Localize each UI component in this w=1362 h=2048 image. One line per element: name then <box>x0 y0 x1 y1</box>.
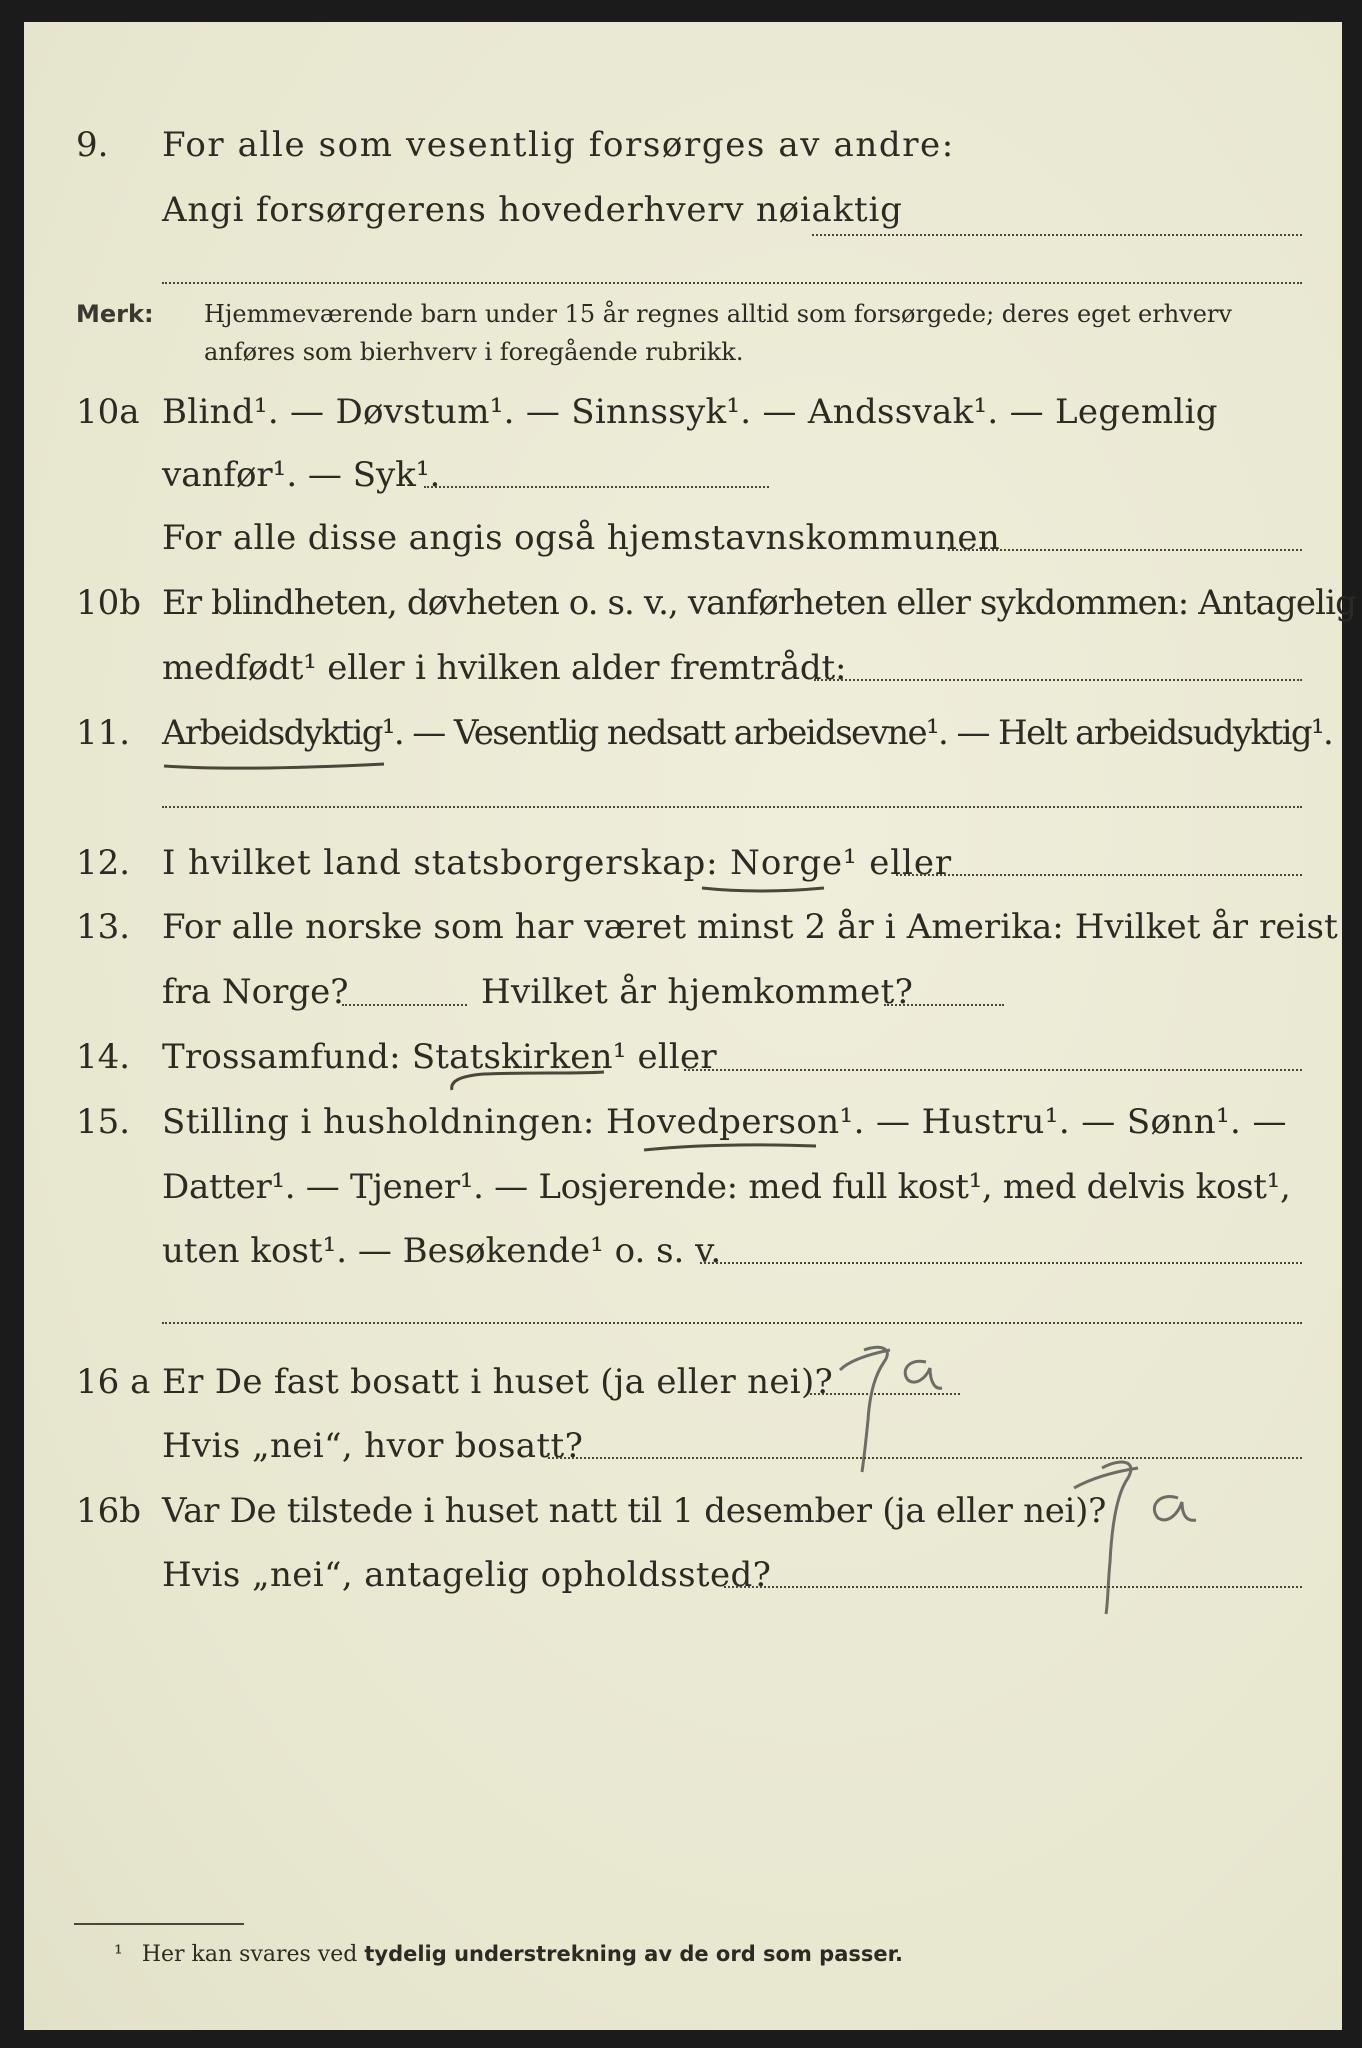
question-text: I hvilket land statsborgerskap: Norge¹ eller <box>162 843 953 883</box>
handwritten-answer-16a <box>830 1340 950 1480</box>
question-text: Hvis „nei“, antagelig opholdssted? <box>162 1555 772 1595</box>
question-text: Angi forsørgerens hovederhverv nøiaktig <box>162 190 903 230</box>
question-text: Hvilket år hjemkommet? <box>481 972 914 1012</box>
question-text: Var De tilstede i huset natt til 1 desember (ja eller nei)? <box>162 1491 1107 1531</box>
merk-text-line-1: Hjemmeværende barn under 15 år regnes alltid som forsørgede; deres eget erhverv <box>204 300 1232 328</box>
question-text: Arbeidsdyktig¹. — Vesentlig nedsatt arbeidsevne¹. — Helt arbeidsudyktig¹. <box>162 713 1333 753</box>
answer-line <box>342 1004 467 1006</box>
question-number: 9. <box>76 125 109 165</box>
question-number: 10b <box>76 583 142 623</box>
question-number: 14. <box>76 1037 131 1077</box>
answer-line <box>162 1322 1302 1324</box>
question-number: 16b <box>76 1491 142 1531</box>
question-text: Er De fast bosatt i huset (ja eller nei)? <box>162 1362 834 1402</box>
footnote <box>114 1942 903 1967</box>
question-text: Datter¹. — Tjener¹. — Losjerende: med full kost¹, med delvis kost¹, <box>162 1167 1291 1207</box>
question-number: 10a <box>76 392 140 432</box>
answer-line <box>424 486 769 488</box>
question-number: 12. <box>76 843 131 883</box>
answer-line <box>724 1586 1302 1588</box>
question-number: 16 a <box>76 1362 151 1402</box>
question-text: fra Norge? <box>162 972 349 1012</box>
question-text: uten kost¹. — Besøkende¹ o. s. v. <box>162 1231 722 1271</box>
merk-label: Merk: <box>76 300 154 328</box>
question-text: Hvis „nei“, hvor bosatt? <box>162 1426 584 1466</box>
question-number: 13. <box>76 907 131 947</box>
answer-line <box>896 874 1302 876</box>
answer-line <box>684 1069 1302 1071</box>
question-text: Stilling i husholdningen: Hovedperson¹. — Hustru¹. — Sønn¹. — <box>162 1102 1287 1142</box>
question-text: Er blindheten, døvheten o. s. v., vanførheten eller sykdommen: Antagelig <box>162 583 1356 623</box>
answer-line <box>884 1004 1004 1006</box>
answer-line <box>812 234 1302 236</box>
question-number: 11. <box>76 713 131 753</box>
question-text: For alle norske som har været minst 2 år i Amerika: Hvilket år reist <box>162 907 1338 947</box>
merk-text-line-2: anføres som bierhverv i foregående rubrikk. <box>204 338 744 366</box>
question-text: medfødt¹ eller i hvilken alder fremtrådt: <box>162 648 847 688</box>
underline-mark <box>642 1140 822 1164</box>
underline-mark <box>162 754 402 794</box>
answer-line <box>948 549 1302 551</box>
answer-line <box>700 1262 1302 1264</box>
footnote-emphasis: tydelig understrekning av de ord som passer. <box>364 1942 903 1966</box>
question-text: Blind¹. — Døvstum¹. — Sinnssyk¹. — Andssvak¹. — Legemlig <box>162 392 1218 432</box>
answer-line <box>162 282 1302 284</box>
footnote-rule <box>74 1923 244 1925</box>
footnote-mark: ¹ <box>114 1942 123 1967</box>
footnote-text: Her kan svares ved <box>141 1942 358 1967</box>
handwritten-answer-16b <box>1068 1452 1208 1622</box>
underline-mark <box>444 1068 614 1102</box>
census-form-page <box>24 22 1356 2030</box>
question-text: vanfør¹. — Syk¹. <box>162 455 441 495</box>
underline-mark <box>700 880 830 904</box>
question-number: 15. <box>76 1102 131 1142</box>
question-text: For alle disse angis også hjemstavnskommunen <box>162 518 1001 558</box>
question-text: Trossamfund: Statskirken¹ eller <box>162 1037 717 1077</box>
answer-line <box>814 679 1302 681</box>
question-text: For alle som vesentlig forsørges av andre: <box>162 125 955 165</box>
answer-line <box>162 806 1302 808</box>
